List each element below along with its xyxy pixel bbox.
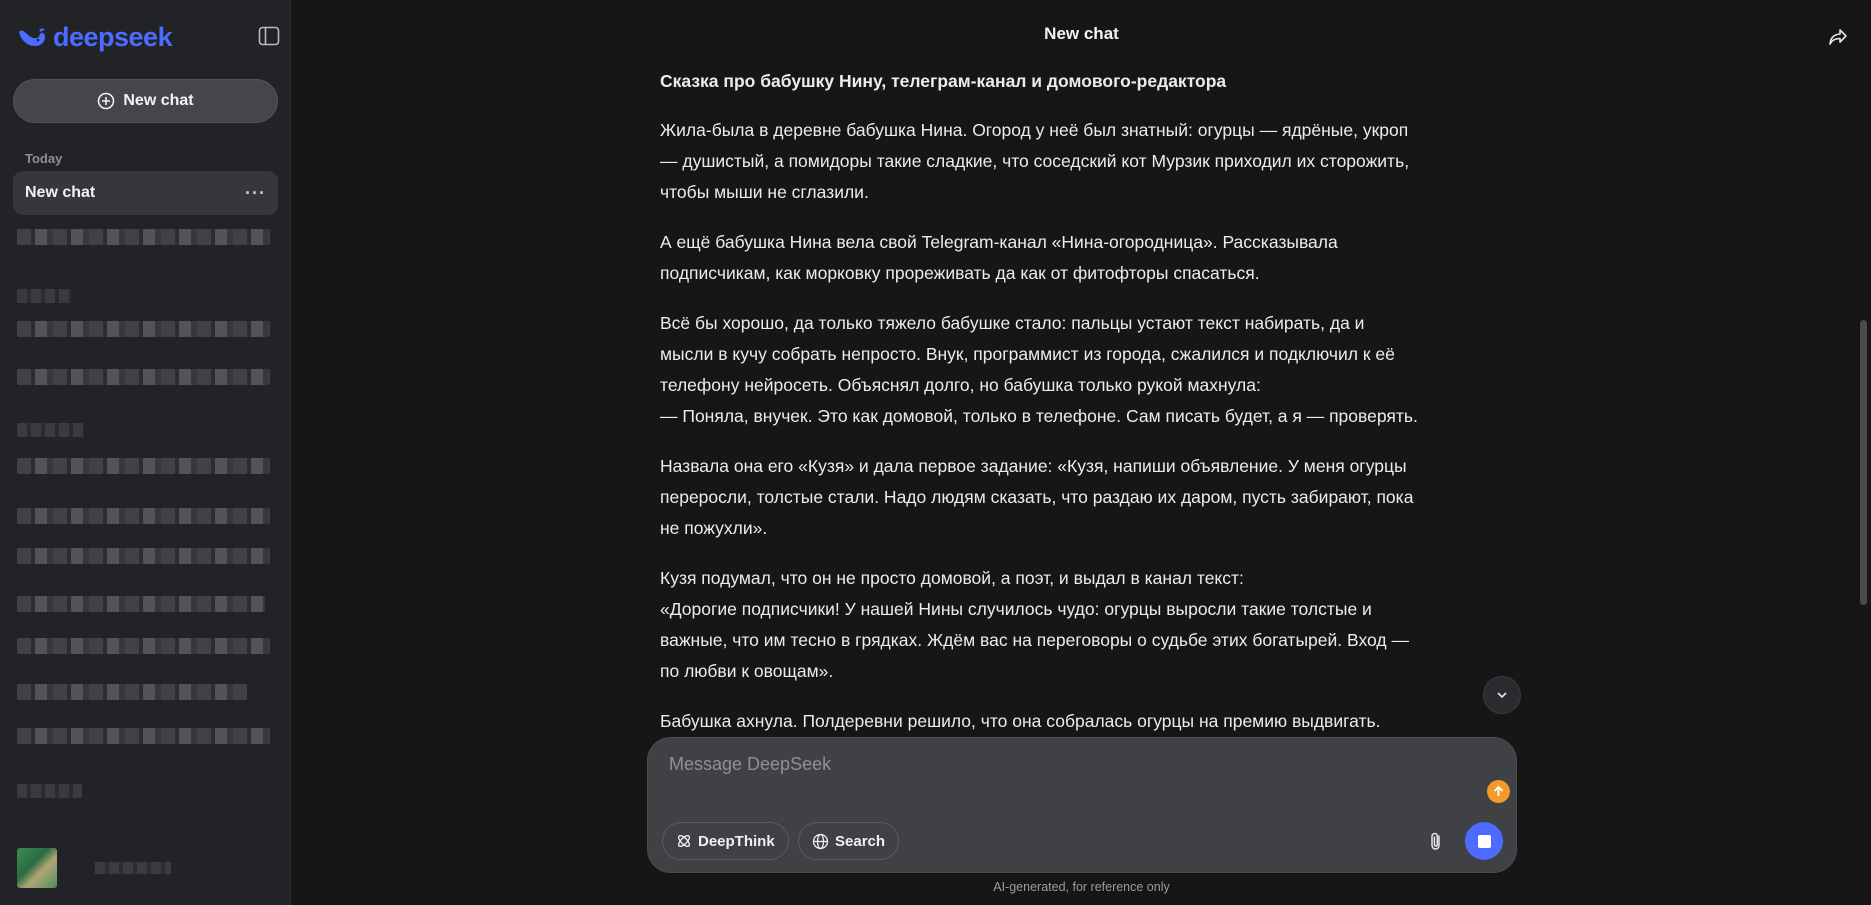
chat-history-item[interactable]	[17, 321, 270, 337]
sidebar-toggle-icon[interactable]	[258, 26, 280, 46]
message-composer	[647, 737, 1517, 873]
share-icon[interactable]	[1827, 26, 1849, 48]
section-label	[17, 289, 72, 303]
message-heading: Сказка про бабушку Нину, телеграм-канал и домового-редактора	[660, 71, 1227, 91]
logo[interactable]	[17, 22, 172, 53]
chat-history-item[interactable]	[17, 728, 270, 744]
plus-circle-icon	[97, 92, 115, 110]
chat-history-item[interactable]	[17, 684, 247, 700]
deepthink-toggle[interactable]	[662, 822, 789, 860]
section-label	[17, 784, 82, 798]
message-input[interactable]	[669, 754, 1469, 775]
chat-history-item[interactable]	[17, 229, 270, 245]
sidebar	[0, 0, 291, 905]
chat-history-item[interactable]	[17, 548, 270, 564]
chat-history-item[interactable]	[17, 638, 270, 654]
logo-text: deepseek	[53, 22, 173, 52]
search-label: Search	[835, 832, 886, 850]
main-panel	[292, 0, 1871, 905]
message-paragraph: Бабушка ахнула. Полдеревни решило, что она собралась огурцы на премию выдвигать.	[660, 711, 1381, 731]
globe-icon	[812, 833, 829, 850]
search-toggle[interactable]	[798, 822, 899, 860]
chat-history-item-label: New chat	[25, 184, 96, 201]
arrow-up-glyph	[1492, 785, 1505, 798]
scrollbar-thumb[interactable]	[1860, 320, 1867, 605]
deepthink-label: DeepThink	[698, 832, 775, 850]
message-paragraph: Всё бы хорошо, да только тяжело бабушке стало: пальцы устают текст набирать, да и мысли в кучу собрать непросто. Внук, программист из города, сжалился и подключил к её телефону нейросеть. Объяснял долго, но бабушка только рукой махнула: — Поняла, внучек. Это как домовой, только в телефоне. Сам писать будет, а я — проверять.	[660, 313, 1418, 426]
section-label	[17, 423, 84, 437]
atom-icon	[676, 833, 692, 849]
chat-history-item[interactable]	[17, 369, 270, 385]
new-chat-button[interactable]	[13, 79, 278, 123]
chevron-down-icon	[1495, 688, 1509, 702]
avatar[interactable]	[17, 848, 57, 888]
message-paragraph: Назвала она его «Кузя» и дала первое задание: «Кузя, напиши объявление. У меня огурцы переросли, толстые стали. Надо людям сказать, что раздаю их даром, пусть забирают, пока не пожухли».	[660, 456, 1414, 538]
paperclip-icon[interactable]	[1425, 830, 1447, 852]
disclaimer-text: AI-generated, for reference only	[993, 880, 1170, 894]
arrow-up-icon[interactable]	[1487, 780, 1510, 803]
message-paragraph: А ещё бабушка Нина вела свой Telegram-канал «Нина-огородница». Рассказывала подписчикам, как морковку прореживать да как от фитофторы спасаться.	[660, 232, 1338, 283]
deepseek-whale-icon	[17, 26, 47, 50]
section-label-today: Today	[25, 151, 63, 166]
new-chat-label: New chat	[123, 92, 194, 109]
assistant-message	[660, 66, 1420, 787]
more-options-icon[interactable]: ···	[245, 183, 266, 203]
message-paragraph: Жила-была в деревне бабушка Нина. Огород у неё был знатный: огурцы — ядрёные, укроп — душистый, а помидоры такие сладкие, что соседский кот Мурзик приходил их сторожить, чтобы мыши не сглазили.	[660, 120, 1410, 202]
chat-history-item[interactable]	[17, 596, 265, 612]
chat-history-item[interactable]	[17, 508, 270, 524]
scroll-to-bottom-button[interactable]	[1483, 676, 1521, 714]
page-title: New chat	[1044, 24, 1119, 43]
stop-generation-button[interactable]	[1465, 822, 1503, 860]
chat-history-item-active[interactable]	[13, 171, 278, 215]
message-paragraph: Кузя подумал, что он не просто домовой, а поэт, и выдал в канал текст: «Дорогие подписчики! У нашей Нины случилось чудо: огурцы выросли такие толстые и важные, что им тесно в грядках. Ждём вас на переговоры о судьбе этих богатырей. Вход — по любви к овощам».	[660, 568, 1409, 681]
stop-icon	[1478, 835, 1491, 848]
user-name[interactable]	[95, 862, 171, 874]
chat-history-item[interactable]	[17, 458, 270, 474]
